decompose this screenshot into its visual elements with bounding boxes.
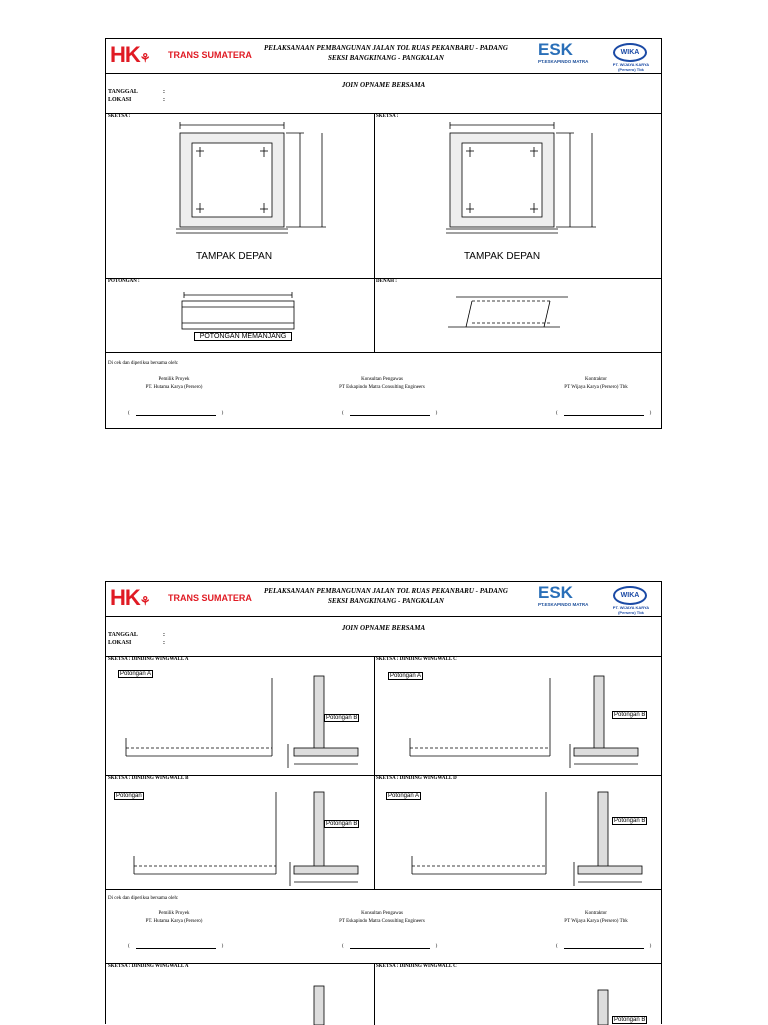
hutama-karya-logo: HK⚘ (110, 42, 150, 67)
potongan-a-tag: Potongan A (390, 673, 422, 679)
document-title: JOIN OPNAME BERSAMA (341, 81, 426, 89)
potongan-a-tag: Potongan A (388, 793, 420, 799)
sketsa-label: SKETSA : (376, 114, 399, 119)
potongan-memanjang-caption: POTONGAN MEMANJANG (194, 332, 292, 341)
consultant-signature-block: Konsultan Pengawas PT Eskapindo Matra Consulting Engineers (339, 377, 425, 390)
wingwall-a-label: SKETSA : DINDING WINGWALL A (108, 964, 189, 969)
contractor-signature-block: Kontraktor PT Wijaya Karya (Persero) Tbk (564, 911, 628, 924)
wika-logo: WIKA PT. WIJAYA KARYA (Persero) Tbk (609, 586, 653, 606)
signature-intro: Di cek dan diperiksa bersama oleh: (108, 361, 179, 366)
potongan-b-tag: Potongan B (614, 818, 646, 824)
lokasi-row: LOKASI : (108, 640, 165, 646)
tanggal-row: TANGGAL : (108, 89, 165, 95)
divider (106, 889, 661, 890)
tampak-depan-caption: TAMPAK DEPAN (463, 251, 541, 262)
trans-sumatera-logo: TRANS SUMATERA (168, 593, 252, 603)
wingwall-d-sketch (396, 788, 658, 888)
wingwall-c-sketch (390, 672, 658, 772)
sheet-header (106, 39, 661, 74)
box-culvert-front-view-left (166, 121, 326, 256)
consultant-signature-block: Konsultan Pengawas PT Eskapindo Matra Consulting Engineers (339, 911, 425, 924)
tanggal-row: TANGGAL : (108, 632, 165, 638)
tampak-depan-caption: TAMPAK DEPAN (195, 251, 273, 262)
potongan-b-tag: Potongan B (326, 821, 358, 827)
divider (374, 113, 375, 352)
project-title: PELAKSANAAN PEMBANGUNAN JALAN TOL RUAS PEKANBARU - PADANG SEKSI BANGKINANG - PANGKALAN (264, 587, 508, 605)
contractor-signature-line: ( ) (556, 411, 652, 416)
potongan-a-tag: Potongan (116, 793, 142, 799)
project-title: PELAKSANAAN PEMBANGUNAN JALAN TOL RUAS PEKANBARU - PADANG SEKSI BANGKINANG - PANGKALAN (264, 44, 508, 62)
potongan-a-tag: Potongan A (120, 671, 152, 677)
potongan-b-tag: Potongan B (614, 712, 646, 718)
divider (374, 656, 375, 889)
wingwall-b-sketch (128, 788, 368, 888)
wingwall-c-label: SKETSA : DINDING WINGWALL C (376, 657, 457, 662)
potongan-label: POTONGAN : (108, 279, 140, 284)
hutama-karya-logo: HK⚘ (110, 585, 150, 610)
contractor-signature-block: Kontraktor PT Wijaya Karya (Persero) Tbk (564, 377, 628, 390)
trans-sumatera-logo: TRANS SUMATERA (168, 50, 252, 60)
owner-signature-line: ( ) (128, 944, 224, 949)
sheet-header (106, 582, 661, 617)
consultant-signature-line: ( ) (342, 944, 438, 949)
potongan-b-tag: Potongan B (614, 1017, 646, 1023)
wingwall-d-label: SKETSA : DINDING WINGWALL D (376, 776, 457, 781)
potongan-b-tag: Potongan B (326, 715, 358, 721)
wingwall-a-sketch (122, 672, 368, 772)
contractor-signature-line: ( ) (556, 944, 652, 949)
sketsa-label: SKETSA : (108, 114, 131, 119)
opname-sheet-2 (105, 581, 662, 1024)
owner-signature-block: Pemilik Proyek PT. Hutama Karya (Persero) (145, 377, 203, 390)
signature-intro: Di cek dan diperiksa bersama oleh: (108, 896, 179, 901)
opname-sheet-1 (105, 38, 662, 429)
divider (106, 352, 661, 353)
denah-label: DENAH : (376, 279, 397, 284)
wingwall-b-label: SKETSA : DINDING WINGWALL B (108, 776, 189, 781)
wika-logo: WIKA PT. WIJAYA KARYA (Persero) Tbk (609, 43, 653, 63)
plan-view-sketch (444, 293, 576, 333)
eskapindo-logo: ESK PT.ESKAPINDO MATRA (538, 583, 589, 607)
owner-signature-line: ( ) (128, 411, 224, 416)
box-culvert-front-view-right (436, 121, 596, 256)
owner-signature-block: Pemilik Proyek PT. Hutama Karya (Persero) (145, 911, 203, 924)
lokasi-row: LOKASI : (108, 97, 165, 103)
divider (374, 963, 375, 1025)
wingwall-c-label: SKETSA : DINDING WINGWALL C (376, 964, 457, 969)
consultant-signature-line: ( ) (342, 411, 438, 416)
document-title: JOIN OPNAME BERSAMA (341, 624, 426, 632)
wingwall-a-label: SKETSA : DINDING WINGWALL A (108, 657, 189, 662)
wingwall-a-sketch-partial (306, 982, 366, 1025)
longitudinal-section-sketch (178, 291, 298, 335)
eskapindo-logo: ESK PT.ESKAPINDO MATRA (538, 40, 589, 64)
